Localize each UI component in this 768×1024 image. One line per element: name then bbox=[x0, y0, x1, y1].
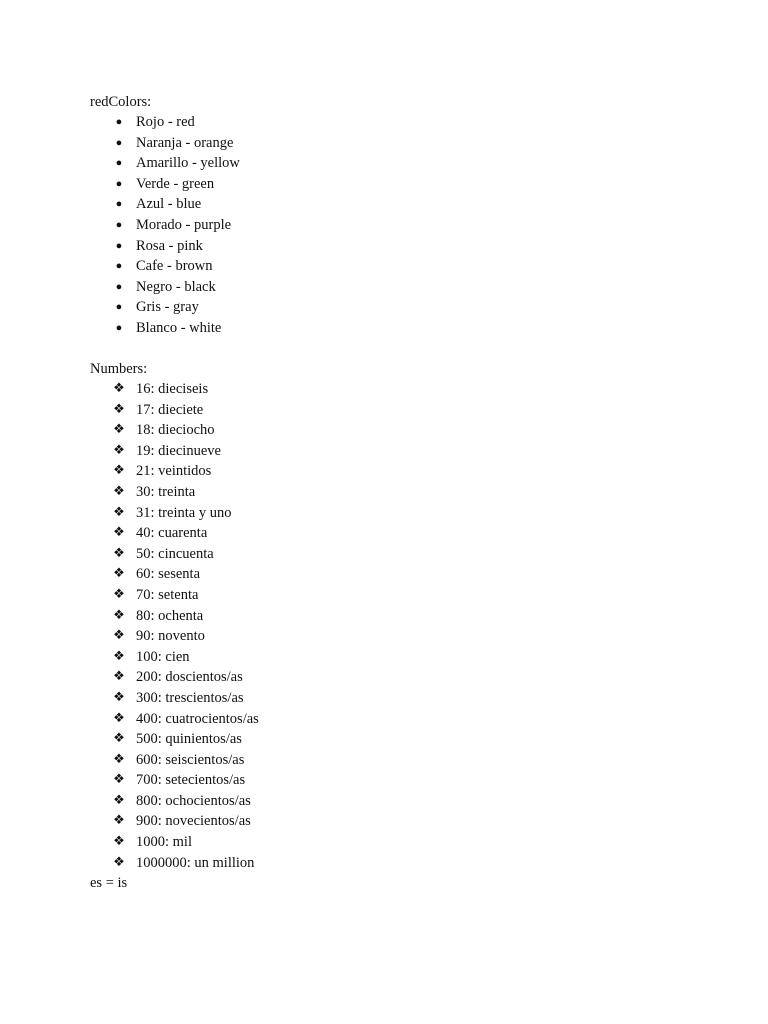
bullet-diamond-icon: ❖ bbox=[113, 607, 125, 623]
bullet-diamond-icon: ❖ bbox=[113, 483, 125, 499]
number-item-text: 21: veintidos bbox=[136, 463, 212, 480]
number-item-text: 600: seiscientos/as bbox=[136, 751, 245, 768]
bullet-dot-icon: ● bbox=[115, 218, 123, 231]
bullet-diamond-icon: ❖ bbox=[113, 689, 125, 705]
bullet-diamond-icon: ❖ bbox=[113, 504, 125, 520]
bullet-dot-icon: ● bbox=[115, 116, 123, 128]
number-item-text: 16: dieciseis bbox=[136, 381, 209, 397]
bullet-diamond-icon: ❖ bbox=[113, 586, 125, 602]
bullet-diamond-icon: ❖ bbox=[113, 422, 125, 438]
number-item-text: 200: doscientos/as bbox=[136, 669, 243, 686]
number-item-text: 700: setecientos/as bbox=[136, 772, 246, 789]
bullet-diamond-icon: ❖ bbox=[113, 545, 125, 561]
number-item-text: 50: cincuenta bbox=[136, 545, 214, 562]
colors-heading: redColors: bbox=[90, 94, 152, 110]
bullet-diamond-icon: ❖ bbox=[113, 669, 125, 685]
color-item-text: Cafe - brown bbox=[136, 258, 213, 275]
bullet-dot-icon: ● bbox=[115, 198, 123, 211]
footer-note: es = is bbox=[90, 875, 128, 891]
color-item-text: Verde - green bbox=[136, 175, 215, 192]
numbers-heading: Numbers: bbox=[90, 361, 148, 377]
bullet-diamond-icon: ❖ bbox=[113, 710, 125, 726]
number-item-text: 30: treinta bbox=[136, 483, 196, 500]
number-item-text: 300: trescientos/as bbox=[136, 689, 244, 706]
color-item-text: Morado - purple bbox=[136, 216, 232, 233]
bullet-diamond-icon: ❖ bbox=[113, 648, 125, 664]
number-item-text: 70: setenta bbox=[136, 586, 199, 603]
number-item-text: 31: treinta y uno bbox=[136, 504, 232, 521]
color-item-text: Amarillo - yellow bbox=[136, 155, 240, 172]
number-item-text: 18: dieciocho bbox=[136, 422, 215, 439]
number-item-text: 90: novento bbox=[136, 628, 205, 645]
bullet-diamond-icon: ❖ bbox=[113, 628, 125, 644]
number-item-text: 40: cuarenta bbox=[136, 525, 208, 542]
color-item-text: Naranja - orange bbox=[136, 134, 234, 151]
color-item-text: Negro - black bbox=[136, 278, 216, 295]
number-item-text: 17: dieciete bbox=[136, 401, 204, 418]
bullet-diamond-icon: ❖ bbox=[113, 731, 125, 747]
number-item-text: 60: sesenta bbox=[136, 566, 201, 583]
number-item-text: 1000000: un million bbox=[136, 854, 255, 871]
number-item-text: 19: diecinueve bbox=[136, 442, 221, 459]
bullet-dot-icon: ● bbox=[115, 157, 123, 170]
bullet-diamond-icon: ❖ bbox=[113, 463, 125, 479]
bullet-dot-icon: ● bbox=[115, 177, 123, 190]
bullet-dot-icon: ● bbox=[115, 280, 123, 293]
bullet-diamond-icon: ❖ bbox=[113, 813, 125, 829]
bullet-diamond-icon: ❖ bbox=[113, 401, 125, 417]
number-item-text: 80: ochenta bbox=[136, 607, 204, 624]
bullet-diamond-icon: ❖ bbox=[113, 854, 125, 870]
bullet-dot-icon: ● bbox=[115, 136, 123, 149]
color-item-text: Gris - gray bbox=[136, 299, 199, 316]
bullet-diamond-icon: ❖ bbox=[113, 792, 125, 808]
number-item-text: 800: ochocientos/as bbox=[136, 792, 251, 809]
color-item-text: Rojo - red bbox=[136, 114, 195, 130]
bullet-diamond-icon: ❖ bbox=[113, 442, 125, 458]
bullet-diamond-icon: ❖ bbox=[113, 381, 125, 396]
color-item-text: Azul - blue bbox=[136, 196, 202, 213]
number-item-text: 100: cien bbox=[136, 648, 190, 665]
bullet-dot-icon: ● bbox=[115, 239, 123, 252]
number-item-text: 400: cuatrocientos/as bbox=[136, 710, 259, 727]
bullet-dot-icon: ● bbox=[115, 301, 123, 314]
color-item-text: Rosa - pink bbox=[136, 237, 203, 254]
bullet-diamond-icon: ❖ bbox=[113, 834, 125, 850]
number-item-text: 500: quinientos/as bbox=[136, 731, 242, 748]
number-item-text: 900: novecientos/as bbox=[136, 813, 251, 830]
bullet-diamond-icon: ❖ bbox=[113, 566, 125, 582]
color-item-text: Blanco - white bbox=[136, 319, 222, 336]
bullet-diamond-icon: ❖ bbox=[113, 772, 125, 788]
number-item-text: 1000: mil bbox=[136, 834, 192, 851]
bullet-dot-icon: ● bbox=[115, 260, 123, 273]
bullet-dot-icon: ● bbox=[115, 321, 123, 334]
bullet-diamond-icon: ❖ bbox=[113, 525, 125, 541]
bullet-diamond-icon: ❖ bbox=[113, 751, 125, 767]
